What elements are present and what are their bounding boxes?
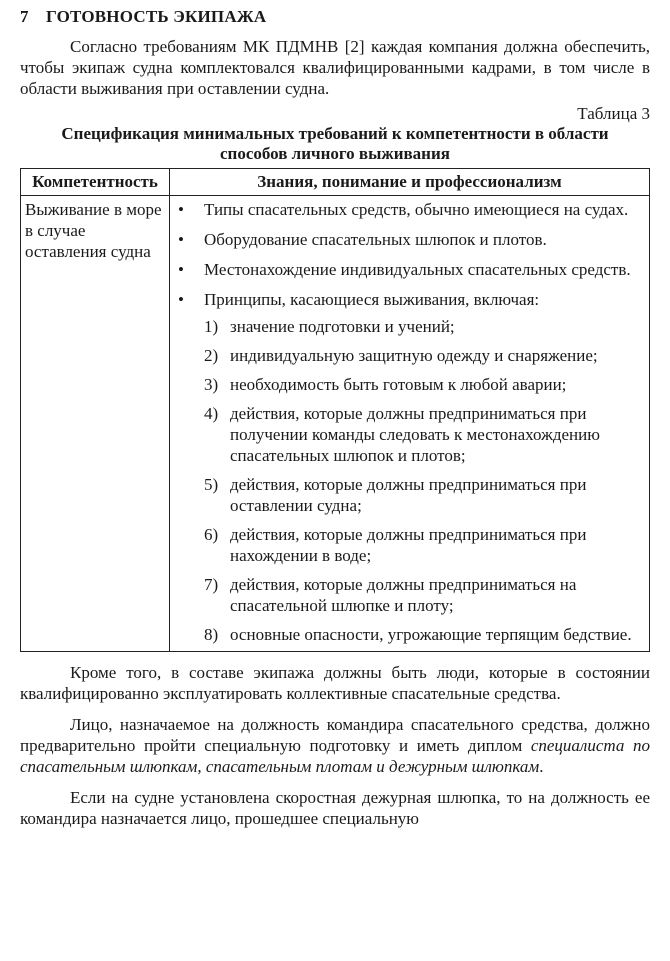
item-text: действия, которые должны предприниматься при получении команды следовать к местонахождению спасательных шлюпок и плотов; [230,404,600,465]
section-heading [20,6,650,27]
paragraph-commander [20,714,650,777]
document-page [20,6,650,833]
item-number: 4) [204,404,219,423]
numbered-item [204,374,641,395]
bullet-icon: • [178,260,184,279]
numbered-item [204,524,641,566]
competence-cell: Выживание в море в случае оставления судна [21,196,170,652]
competence-table [20,168,650,652]
item-text: действия, которые должны предприниматься на спасательной шлюпке и плоту; [230,575,577,615]
bullet-text: Местонахождение индивидуальных спасательных средств. [204,260,631,279]
bullet-text: Оборудование спасательных шлюпок и плотов. [204,230,547,249]
paragraph-commander-text: Лицо, назначаемое на должность командира спасательного средства, должно предварительно пройти специальную подготовку и иметь диплом [20,715,650,755]
numbered-item [204,474,641,516]
bullet-list [178,199,641,645]
paragraph-rescue-boat: Если на судне установлена скоростная дежурная шлюпка, то на должность ее командира назначается лицо, прошедшее специальную [20,788,650,828]
diploma-name: специалиста по спасательным шлюпкам, спасательным плотам и дежурным шлюпкам [20,736,650,776]
item-text: основные опасности, угрожающие терпящим бедствие. [230,625,632,644]
numbered-item [204,345,641,366]
table-header-row [21,169,650,196]
table-label: Таблица 3 [577,104,650,123]
item-number: 8) [204,625,219,644]
intro-paragraph: Согласно требованиям МК ПДМНВ [2] каждая компания должна обеспечить, чтобы экипаж судна комплектовался квалифицированными кадрами, в том числе в области выживания при оставлении судна. [20,37,650,98]
header-competence: Компетентность [21,169,170,196]
item-number: 7) [204,575,219,594]
bullet-item [178,289,641,645]
bullet-item [178,199,641,220]
bullet-icon: • [178,230,184,249]
numbered-list [204,316,641,645]
item-number: 5) [204,475,219,494]
item-number: 2) [204,346,219,365]
item-text: значение подготовки и учений; [230,317,455,336]
item-text: действия, которые должны предприниматься при оставлении судна; [230,475,587,515]
item-text: необходимость быть готовым к любой аварии; [230,375,567,394]
numbered-item [204,574,641,616]
bullet-text: Типы спасательных средств, обычно имеющиеся на судах. [204,200,629,219]
section-title: ГОТОВНОСТЬ ЭКИПАЖА [46,7,267,26]
numbered-item [204,316,641,337]
item-number: 1) [204,317,219,336]
bullet-text: Принципы, касающиеся выживания, включая: [204,290,540,309]
item-text: индивидуальную защитную одежду и снаряжение; [230,346,598,365]
table-title-line-2: способов личного выживания [220,144,450,163]
item-number: 3) [204,375,219,394]
table-title-line-1: Спецификация минимальных требований к компетентности в области [61,124,609,143]
table-title [20,124,650,164]
item-text: действия, которые должны предприниматься при нахождении в воде; [230,525,587,565]
knowledge-cell [170,196,650,652]
numbered-item [204,624,641,645]
bullet-icon: • [178,290,184,309]
section-number: 7 [20,7,29,26]
bullet-icon: • [178,200,184,219]
bullet-item [178,229,641,250]
paragraph-commander-end: . [539,757,544,776]
bullet-item [178,259,641,280]
item-number: 6) [204,525,219,544]
paragraph-crew: Кроме того, в составе экипажа должны быть люди, которые в состоянии квалифицированно эксплуатировать коллективные спасательные средства. [20,663,650,703]
table-row [21,196,650,652]
numbered-item [204,403,641,466]
header-knowledge: Знания, понимание и профессионализм [170,169,650,196]
